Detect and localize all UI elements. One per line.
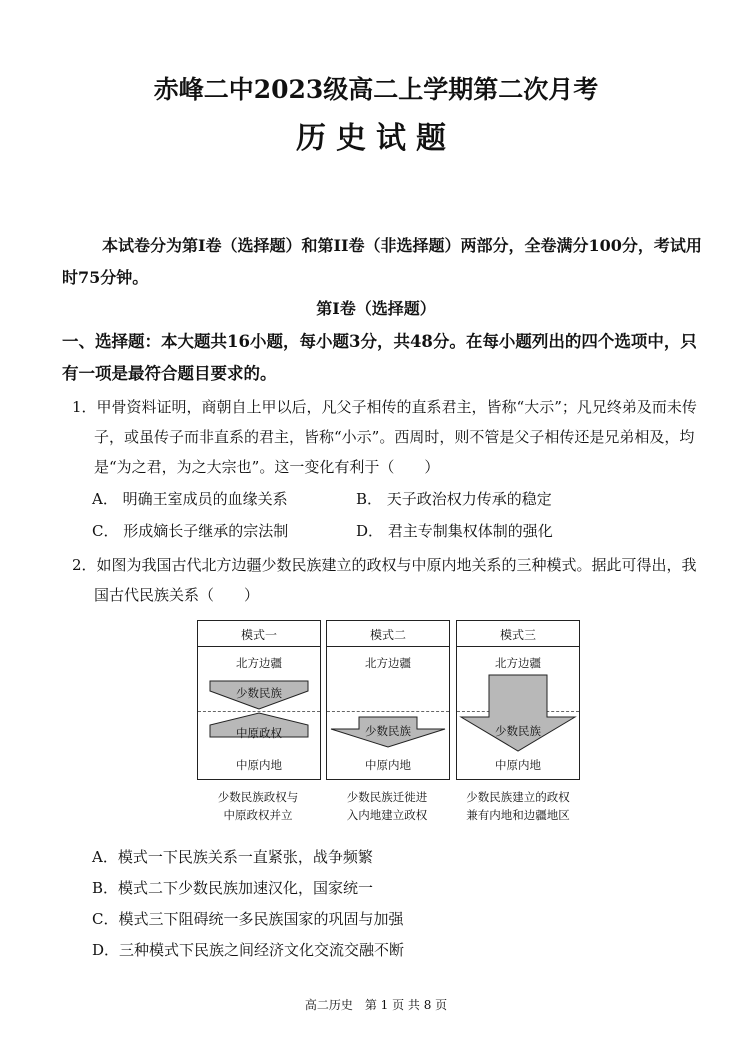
mode1-bottom-label: 中原内地: [236, 758, 282, 772]
mode1-top-label: 北方边疆: [236, 656, 282, 670]
mode2-caption: [322, 788, 452, 824]
question-1-option-c[interactable]: C． 形成嫡长子继承的宗法制: [92, 522, 289, 540]
question-2-option-c[interactable]: C．模式三下阻碍统一多民族国家的巩固与加强: [92, 910, 404, 928]
mode2-bottom-label: 中原内地: [365, 758, 411, 772]
section-title: 第Ⅰ卷（选择题）: [316, 299, 436, 318]
question-1-option-d[interactable]: D． 君主专制集权体制的强化: [356, 522, 553, 540]
mode3-caption: [450, 788, 586, 824]
question-2-option-a[interactable]: A．模式一下民族关系一直紧张，战争频繁: [92, 848, 373, 866]
mode3-top-label: 北方边疆: [495, 656, 541, 670]
mode3-arrow-label: 少数民族: [495, 724, 541, 738]
mode2-caption-line1: 少数民族迁徙进: [346, 790, 428, 804]
mode3-bottom-label: 中原内地: [495, 758, 541, 772]
question-1: [72, 392, 698, 482]
mode1-panel: [197, 646, 321, 780]
question-2: [72, 550, 698, 610]
mode2-caption-line2: 入内地建立政权: [346, 808, 428, 822]
mode3-title: 模式三: [499, 628, 536, 642]
part-heading: 一、选择题：本大题共16小题，每小题3分，共48分。在每小题列出的四个选项中，只有一项是最符合题目要求的。: [62, 332, 697, 383]
exam-title: 赤峰二中2023级高二上学期第二次月考: [153, 75, 599, 104]
exam-instructions: 本试卷分为第Ⅰ卷（选择题）和第II卷（非选择题）两部分，全卷满分100分，考试用时75分钟。: [62, 236, 702, 287]
mode3-caption-line1: 少数民族建立的政权: [466, 790, 570, 804]
question-1-option-b[interactable]: B． 天子政治权力传承的稳定: [356, 490, 552, 508]
question-1-text: 1．甲骨资料证明，商朝自上甲以后，凡父子相传的直系君主，皆称“大示”；凡兄终弟及而未传子，或虽传子而非直系的君主，皆称“小示”。西周时，则不管是父子相传还是兄弟相及，均是“为之君，为之大宗也”。这一变化有利于（ ）: [72, 398, 697, 476]
page-footer: 高二历史 第 1 页 共 8 页: [304, 998, 448, 1012]
mode2-arrow-label: 少数民族: [365, 724, 411, 738]
mode1-caption: [193, 788, 323, 824]
question-2-option-d[interactable]: D．三种模式下民族之间经济文化交流交融不断: [92, 941, 405, 959]
question-2-text: 2．如图为我国古代北方边疆少数民族建立的政权与中原内地关系的三种模式。据此可得出，我国古代民族关系（ ）: [72, 556, 697, 604]
mode3-caption-line2: 兼有内地和边疆地区: [466, 808, 570, 822]
mode3-panel: [456, 646, 580, 780]
mode2-top-label: 北方边疆: [365, 656, 411, 670]
mode3-down-arrow: [461, 675, 575, 751]
question-1-option-a[interactable]: A． 明确王室成员的血缘关系: [92, 490, 288, 508]
mode2-title: 模式二: [369, 628, 406, 642]
question-2-option-b[interactable]: B．模式二下少数民族加速汉化，国家统一: [92, 879, 374, 897]
mode1-caption-line1: 少数民族政权与: [217, 790, 299, 804]
mode1-caption-line2: 中原政权并立: [223, 808, 293, 822]
mode2-panel: [326, 646, 450, 780]
mode1-arrow-down-label: 少数民族: [236, 686, 282, 700]
subject-title: 历史试题: [296, 121, 456, 156]
mode1-title: 模式一: [240, 628, 277, 642]
mode1-arrow-up-label: 中原政权: [236, 726, 282, 740]
